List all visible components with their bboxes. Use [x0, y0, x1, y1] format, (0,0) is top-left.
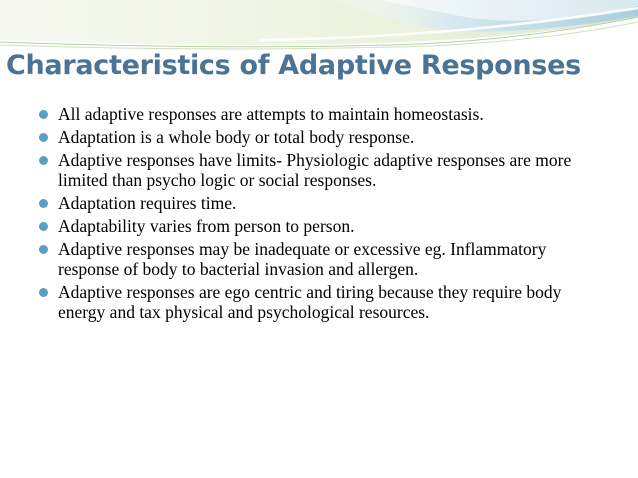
bullet-icon [39, 245, 48, 254]
bullet-text: Adaptive responses may be inadequate or excessive eg. Inflammatory response of body to bacterial invasion and allergen. [58, 239, 547, 279]
list-item [39, 216, 609, 236]
bullet-text: Adaptation is a whole body or total body response. [58, 127, 415, 147]
bullet-icon [39, 288, 48, 297]
list-item [39, 282, 609, 322]
bullet-icon [39, 133, 48, 142]
list-item [39, 239, 609, 279]
list-item [39, 127, 609, 147]
bullet-icon [39, 110, 48, 119]
slide-title: Characteristics of Adaptive Responses [6, 50, 581, 81]
bullet-icon [39, 156, 48, 165]
bullet-text: All adaptive responses are attempts to maintain homeostasis. [58, 104, 484, 124]
list-item [39, 193, 609, 213]
list-item [39, 104, 609, 124]
bullet-text: Adaptation requires time. [58, 193, 237, 213]
bullet-list [39, 104, 609, 325]
bullet-text: Adaptability varies from person to person. [58, 216, 355, 236]
bullet-icon [39, 199, 48, 208]
list-item [39, 150, 609, 190]
bullet-text: Adaptive responses have limits- Physiologic adaptive responses are more limited than psycho logic or social responses. [58, 150, 572, 190]
bullet-text: Adaptive responses are ego centric and tiring because they require body energy and tax physical and psychological resources. [58, 282, 562, 322]
bullet-icon [39, 222, 48, 231]
